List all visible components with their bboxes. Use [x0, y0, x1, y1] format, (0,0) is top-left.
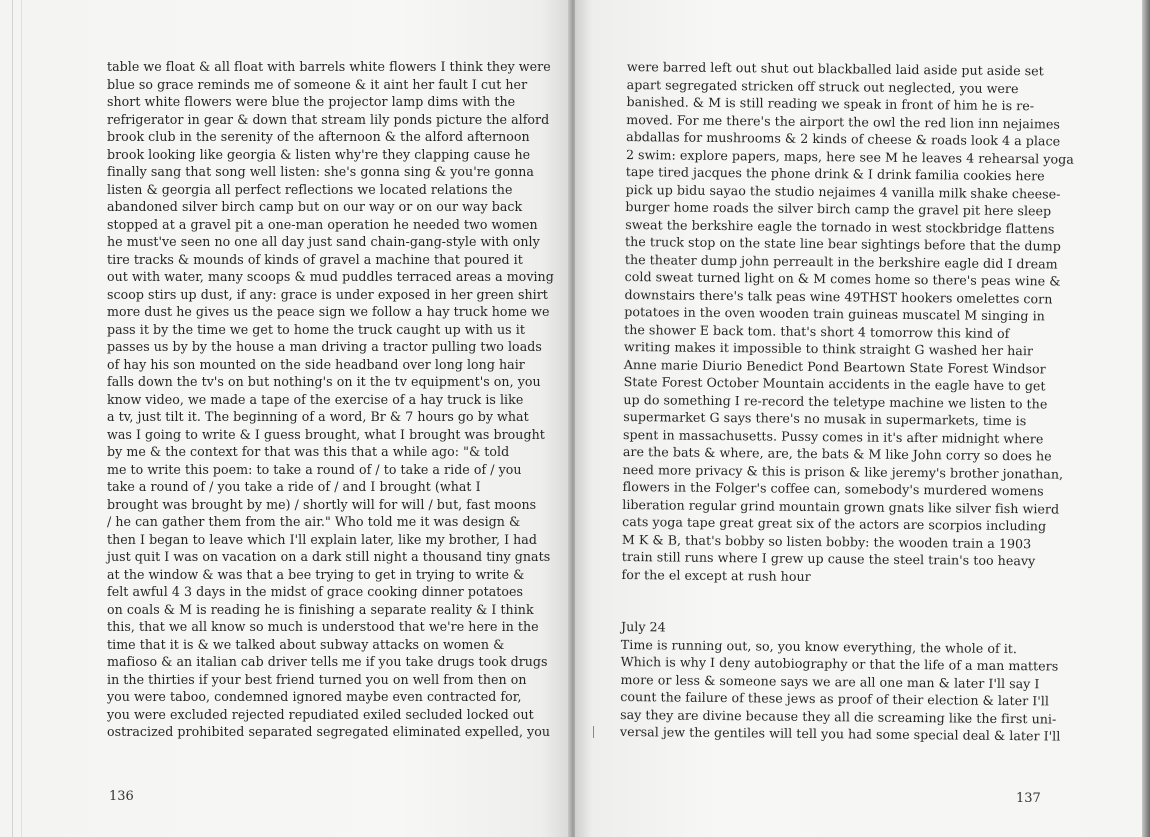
text-line: pass it by the time we get to home the truck caught up with us it — [107, 321, 525, 337]
text-line: train still runs where I grew up cause the steel train's too heavy — [621, 548, 1036, 569]
text-line: in the thirties if your best friend turned you on well from then on — [107, 671, 527, 687]
text-line: a tv, just tilt it. The beginning of a word, Br & 7 hours go by what — [107, 409, 529, 424]
text-line: tire tracks & mounds of kinds of gravel a machine that poured it — [107, 251, 523, 267]
text-line: me to write this poem: to take a round of / to take a ride of / you — [107, 461, 522, 477]
text-line: 2 swim: explore papers, maps, here see M he leaves 4 rehearsal yoga — [625, 146, 1074, 167]
book-edge-shadow — [1142, 0, 1150, 837]
text-line: by me & the context for that was this that a while ago: "& told — [107, 444, 510, 459]
text-line: M K & B, that's bobby so listen bobby: the wooden train a 1903 — [621, 531, 1032, 551]
text-line: potatoes in the oven wooden train guineas muscatel M singing in — [624, 303, 1045, 324]
text-line: burger home roads the silver birch camp the gravel pit here sleep — [625, 198, 1052, 219]
text-line: take a round of / you take a ride of / and I brought (what I — [107, 479, 481, 494]
text-line: more dust he gives us the peace sign we follow a hay truck home we — [107, 304, 550, 319]
text-line: the truck stop on the state line bear sightings before that the dump — [624, 233, 1061, 254]
page-number-left: 136 — [109, 789, 134, 804]
text-line: sweat the berkshire eagle the tornado in west stockbridge flattens — [625, 216, 1055, 236]
text-line: Time is running out, so, you know everything, the whole of it. — [620, 636, 1018, 656]
text-line: you were taboo, condemned ignored maybe even contracted for, — [107, 689, 522, 704]
right-page — [575, 0, 1145, 837]
text-line: listen & georgia all perfect reflections we located relations the — [107, 181, 513, 197]
page-stack-edge — [12, 0, 22, 837]
text-line: he must've seen no one all day just sand chain-gang-style with only — [107, 234, 540, 249]
text-line: the shower E back tom. that's short 4 tomorrow this kind of — [624, 321, 1010, 341]
text-line: mafioso & an italian cab driver tells me if you take drugs took drugs — [107, 654, 548, 669]
text-line: table we float & all float with barrels white flowers I think they were — [107, 59, 551, 74]
text-line: felt awful 4 3 days in the midst of grace cooking dinner potatoes — [107, 584, 524, 599]
text-line: need more privacy & this is prison & like jeremy's brother jonathan, — [622, 461, 1064, 482]
page-number-right: 137 — [1016, 791, 1041, 806]
margin-mark — [593, 726, 594, 738]
text-line: brook club in the serenity of the afternoon & the alford afternoon — [107, 129, 530, 144]
text-line: writing makes it impossible to think straight G washed her hair — [623, 338, 1034, 359]
text-line: refrigerator in gear & down that stream lily ponds picture the alford — [107, 111, 550, 127]
text-line: then I began to leave which I'll explain later, like my brother, I had — [107, 531, 537, 547]
text-line: brought was brought by me) / shortly will for will / but, fast moons — [107, 496, 537, 512]
text-line: liberation regular grind mountain grown gnats like silver fish wierd — [622, 496, 1060, 517]
text-line: at the window & was that a bee trying to get in trying to write & — [107, 566, 525, 582]
text-line: you were excluded rejected repudiated exiled secluded locked out — [107, 706, 534, 722]
text-line: passes us by by the house a man driving a tractor pulling two loads — [107, 339, 542, 354]
text-line: pick up bidu sayao the studio nejaimes 4 vanilla milk shake cheese- — [625, 181, 1061, 202]
text-line: know video, we made a tape of the exercise of a hay truck is like — [107, 391, 524, 407]
text-line: supermarket G says there's no musak in supermarkets, time is — [623, 408, 1027, 429]
text-line: up do something I re-record the teletype machine we listen to the — [623, 391, 1048, 411]
text-line: on coals & M is reading he is finishing a separate reality & I think — [107, 601, 534, 617]
text-line: cold sweat turned light on & M comes home so there's peas wine & — [624, 268, 1061, 289]
text-line: of hay his son mounted on the side headband over long long hair — [107, 356, 525, 372]
text-line: for the el except at rush hour — [621, 566, 811, 584]
text-line: out with water, many scoops & mud puddles terraced areas a moving — [107, 269, 554, 284]
text-line: cats yoga tape great great six of the actors are scorpios including — [622, 513, 1047, 534]
text-line: just quit I was on vacation on a dark still night a thousand tiny gnats — [107, 549, 551, 564]
text-line: stopped at a gravel pit a one-man operation he needed two women — [107, 216, 538, 232]
text-line: / he can gather them from the air." Who told me it was design & — [107, 514, 521, 529]
text-line: brook looking like georgia & listen why're they clapping cause he — [107, 146, 531, 162]
text-line: count the failure of these jews as proof of their election & later I'll — [620, 688, 1050, 709]
text-line: flowers in the Folger's coffee can, somebody's murdered womens — [622, 478, 1044, 499]
text-line: downstairs there's talk peas wine 49THST hookers omelettes corn — [624, 286, 1053, 306]
text-line: short white flowers were blue the projector lamp dims with the — [107, 94, 516, 109]
text-line: Anne marie Diurio Benedict Pond Beartown State Forest Windsor — [623, 356, 1046, 376]
text-line: abdallas for mushrooms & 2 kinds of cheese & roads look 4 a place — [626, 128, 1061, 149]
text-line: apart segregated stricken off struck out neglected, you were — [626, 76, 1019, 96]
text-line: the theater dump john perreault in the berkshire eagle did I dream — [624, 251, 1058, 272]
text-line: say they are divine because they all die screaming like the first uni- — [620, 706, 1057, 727]
text-line: time that it is & we talked about subway attacks on women & — [107, 636, 505, 652]
text-line: versal jew the gentiles will tell you had some special deal & later I'll — [619, 723, 1061, 744]
text-line: are the bats & where, are, the bats & M like John corry so does he — [622, 443, 1052, 464]
text-line: ostracized prohibited separated segregated eliminated expelled, you — [107, 724, 551, 739]
text-line: were barred left out shut out blackballed laid aside put aside set — [626, 58, 1044, 79]
text-line: banished. & M is still reading we speak in front of him he is re- — [626, 93, 1035, 114]
section-spacer — [621, 583, 1041, 622]
text-line: Which is why I deny autobiography or that the life of a man matters — [620, 653, 1059, 674]
text-line: blue so grace reminds me of someone & it aint her fault I cut her — [107, 76, 528, 92]
left-page — [0, 0, 570, 837]
text-line: falls down the tv's on but nothing's on it the tv equipment's on, you — [107, 374, 541, 389]
left-page-text — [107, 58, 552, 741]
text-line: spent in massachusetts. Pussy comes in it's after midnight where — [622, 426, 1044, 446]
text-line: finally sang that song well listen: she's gonna sing & you're gonna — [107, 164, 534, 179]
text-line: this, that we all know so much is understood that we're here in the — [107, 619, 539, 634]
text-line: moved. For me there's the airport the owl the red lion inn nejaimes — [626, 111, 1060, 132]
section-heading-date: July 24 — [620, 618, 666, 635]
text-line: State Forest October Mountain accidents in the eagle have to get — [623, 373, 1046, 394]
text-line: scoop stirs up dust, if any: grace is under exposed in her green shirt — [107, 286, 548, 302]
text-line: abandoned silver birch camp but on our way or on our way back — [107, 199, 523, 214]
text-line: tape tired jacques the phone drink & I drink familia cookies here — [625, 163, 1045, 184]
text-line: was I going to write & I guess brought, what I brought was brought — [107, 426, 545, 442]
right-page-text — [619, 58, 1074, 745]
text-line: more or less & someone says we are all one man & later I'll say I — [620, 671, 1040, 691]
